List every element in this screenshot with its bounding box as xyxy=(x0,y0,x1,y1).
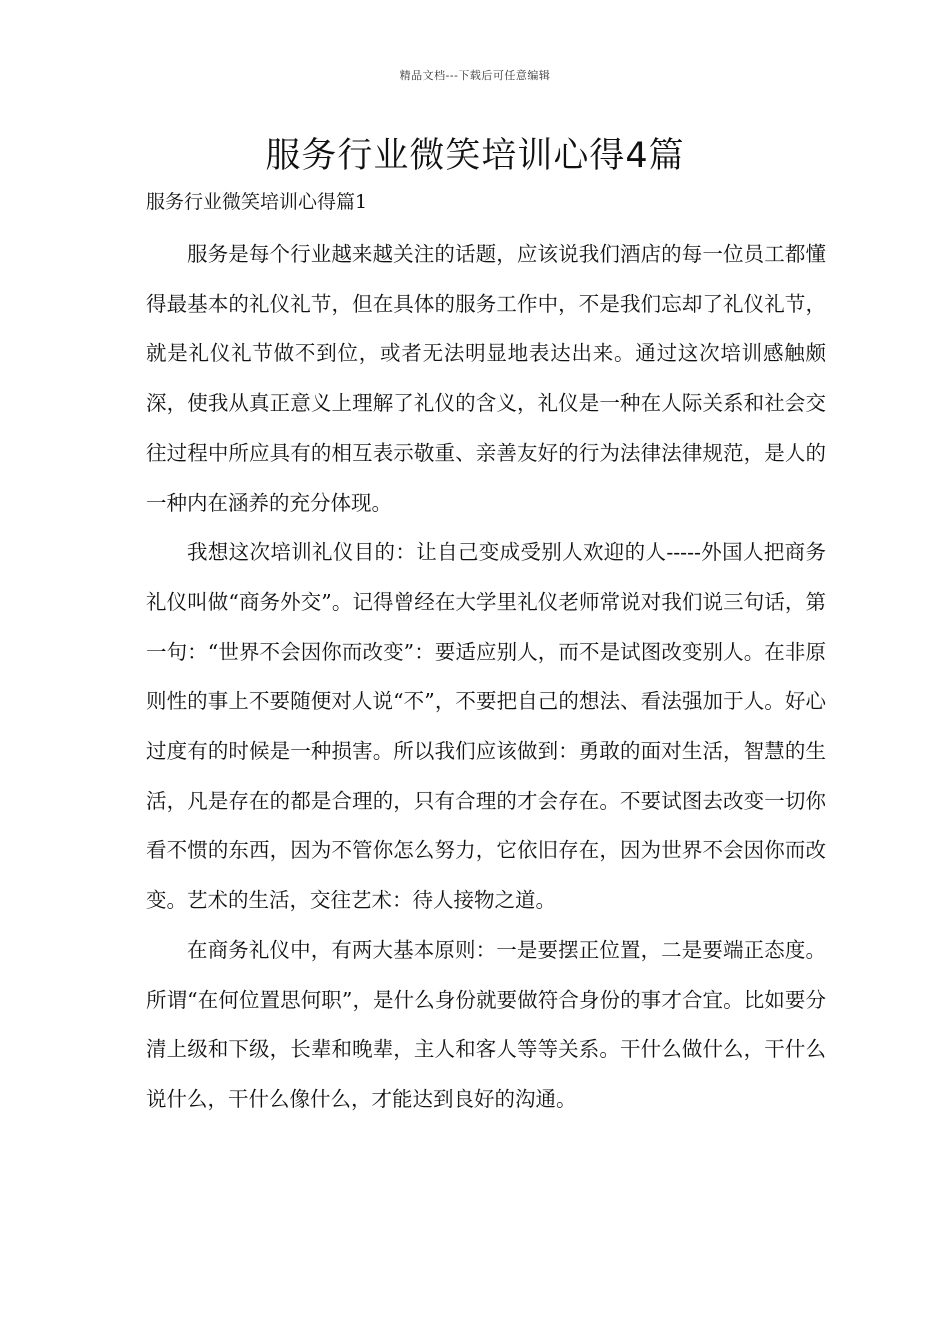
document-body xyxy=(146,230,826,1125)
paragraph-2: 我想这次培训礼仪目的：让自己变成受别人欢迎的人-----外国人把商务礼仪叫做“商务外交”。记得曾经在大学里礼仪老师常说对我们说三句话，第一句：“世界不会因你而改变”：要适应别人，而不是试图改变别人。在非原则性的事上不要随便对人说“不”，不要把自己的想法、看法强加于人。好心过度有的时候是一种损害。所以我们应该做到：勇敢的面对生活，智慧的生活，凡是存在的都是合理的，只有合理的才会存在。不要试图去改变一切你看不惯的东西，因为不管你怎么努力，它依旧存在，因为世界不会因你而改变。艺术的生活，交往艺术：待人接物之道。 xyxy=(146,540,826,913)
document-title: 服务行业微笑培训心得4篇 xyxy=(265,136,685,176)
paragraph-1: 服务是每个行业越来越关注的话题，应该说我们酒店的每一位员工都懂得最基本的礼仪礼节，但在具体的服务工作中，不是我们忘却了礼仪礼节，就是礼仪礼节做不到位，或者无法明显地表达出来。通过这次培训感触颇深，使我从真正意义上理解了礼仪的含义，礼仪是一种在人际关系和社会交往过程中所应具有的相互表示敬重、亲善友好的行为法律法律规范，是人的一种内在涵养的充分体现。 xyxy=(146,242,826,515)
paragraph-3: 在商务礼仪中，有两大基本原则：一是要摆正位置，二是要端正态度。所谓“在何位置思何职”，是什么身份就要做符合身份的事才合宜。比如要分清上级和下级，长辈和晚辈，主人和客人等等关系。干什么做什么，干什么说什么，干什么像什么，才能达到良好的沟通。 xyxy=(146,937,826,1111)
page-header: 精品文档---下载后可任意编辑 xyxy=(399,69,551,82)
section-heading: 服务行业微笑培训心得篇1 xyxy=(146,191,368,213)
